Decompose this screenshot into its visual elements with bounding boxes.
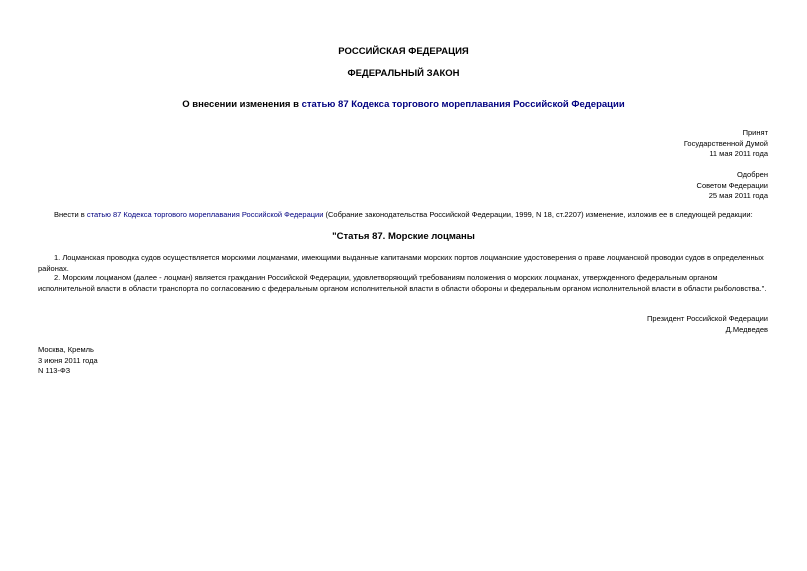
law-title-prefix: О внесении изменения в (182, 99, 302, 110)
accepted-date: 11 мая 2011 года (709, 149, 768, 158)
accepted-body: Государственной Думой (683, 138, 768, 148)
place-date-block (38, 345, 98, 377)
approved-date: 25 мая 2011 года (708, 191, 768, 200)
law-title (0, 99, 807, 111)
law-number: N 113-ФЗ (38, 366, 71, 375)
article-title: "Статья 87. Морские лоцманы (332, 231, 475, 242)
paragraph-1: 1. Лоцманская проводка судов осуществляется морскими лоцманами, имеющими выданные капитанами морских портов лоцманские удостоверения о праве лоцманской проводки судов в определенных районах. (38, 253, 764, 273)
place-date: 3 июня 2011 года (38, 355, 98, 365)
approved-block (697, 170, 768, 202)
intro-prefix: Внести в (54, 210, 87, 219)
law-title-link[interactable]: статью 87 Кодекса торгового мореплавания Российской Федерации (301, 99, 625, 110)
accepted-label: Принят (742, 128, 768, 137)
country-heading: РОССИЙСКАЯ ФЕДЕРАЦИЯ (338, 46, 469, 57)
accepted-block (684, 128, 768, 160)
law-type-heading: ФЕДЕРАЛЬНЫЙ ЗАКОН (347, 68, 460, 79)
signature-block (647, 314, 768, 335)
signature-position: Президент Российской Федерации (647, 314, 768, 323)
approved-label: Одобрен (737, 170, 768, 179)
signature-name: Д.Медведев (725, 324, 768, 334)
place-city: Москва, Кремль (38, 345, 94, 354)
paragraph-2: 2. Морским лоцманом (далее - лоцман) является гражданин Российской Федерации, удовлетворяющий требованиям положения о морских лоцманах, утвержденного федеральным органом исполнительной власти в области транспорта по согласованию с федеральным органом исполнительной власти в области обороны и федеральным органом исполнительной власти в области рыболовства.". (38, 273, 767, 293)
intro-link[interactable]: статью 87 Кодекса торгового мореплавания Российской Федерации (86, 210, 324, 219)
intro-paragraph (38, 210, 768, 221)
intro-suffix: (Собрание законодательства Российской Федерации, 1999, N 18, ст.2207) изменение, изложив ее в следующей редакции: (323, 210, 753, 219)
approved-body: Советом Федерации (696, 180, 768, 190)
